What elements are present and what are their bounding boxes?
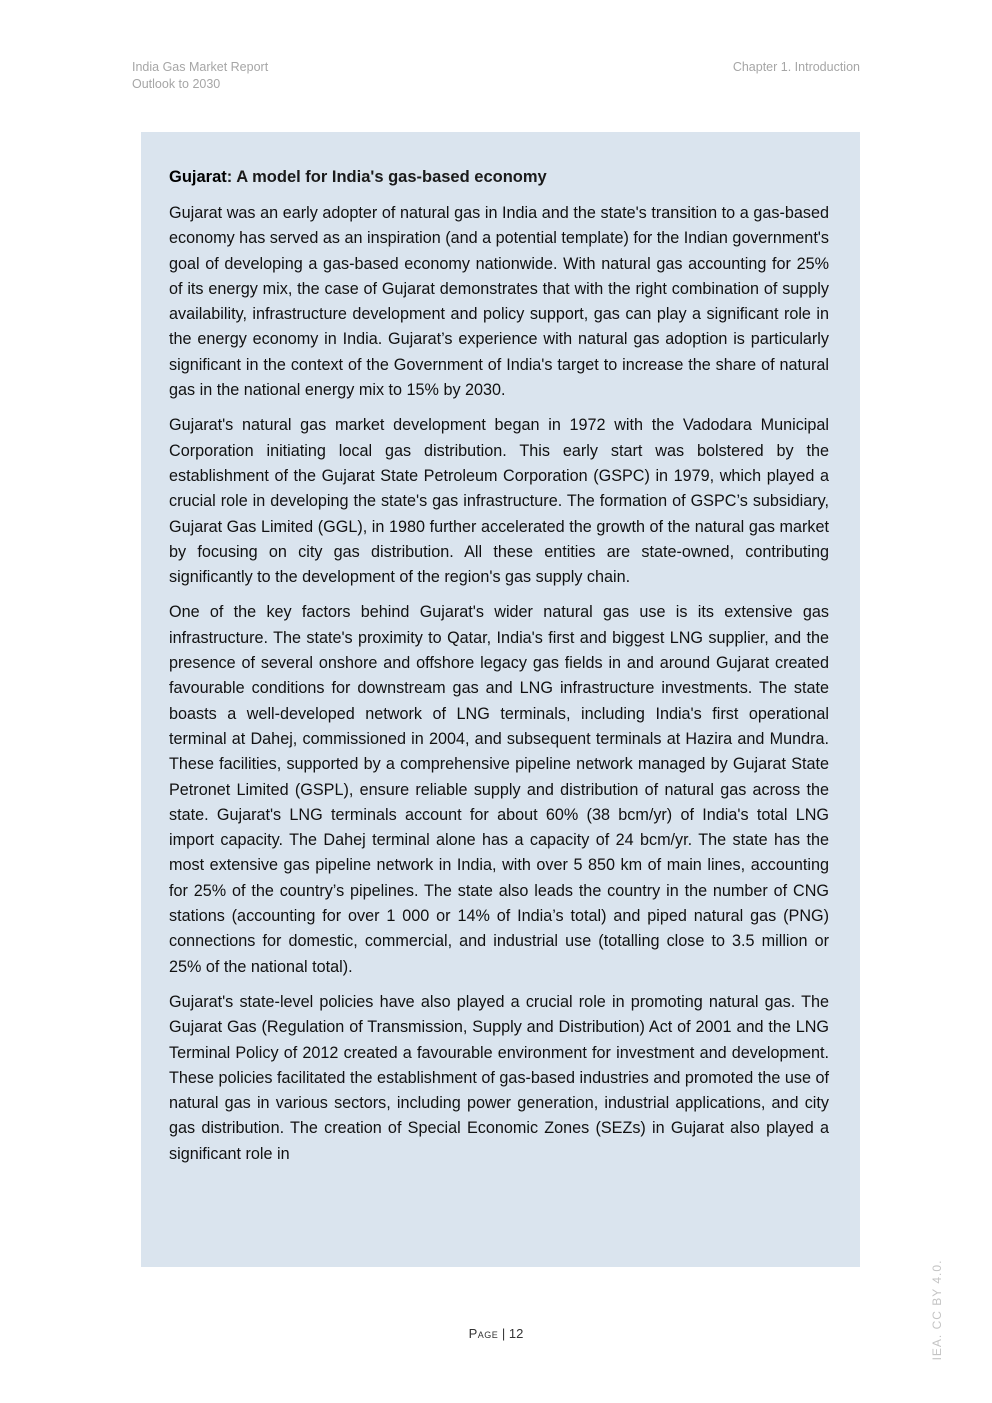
report-header (132, 59, 268, 93)
box-paragraph: Gujarat was an early adopter of natural gas in India and the state's transition to a gas-based economy has served as an inspiration (and a potential template) for the Indian government's goal of developing a gas-based economy nationwide. With natural gas accounting for 25% of its energy mix, the case of Gujarat demonstrates that with the right combination of supply availability, infrastructure development and policy support, gas can play a significant role in the energy economy in India. Gujarat’s experience with natural gas adoption is particularly significant in the context of the Government of India's target to increase the share of natural gas in the national energy mix to 15% by 2030. (169, 204, 829, 400)
page-number-value: 12 (508, 1326, 524, 1341)
box-title-rest: : A model for India's gas-based economy (226, 168, 547, 186)
box-title-lead: Gujarat (169, 168, 227, 186)
box-paragraph: One of the key factors behind Gujarat's wider natural gas use is its extensive gas infrastructure. The state's proximity to Qatar, India's first and biggest LNG supplier, and the presence of several onshore and offshore legacy gas fields in and around Gujarat created favourable conditions for downstream gas and LNG infrastructure investments. The state boasts a well-developed network of LNG terminals, including India's first operational terminal at Dahej, commissioned in 2004, and subsequent terminals at Hazira and Mundra. These facilities, supported by a comprehensive pipeline network managed by Gujarat State Petronet Limited (GSPL), ensure reliable supply and distribution of natural gas across the state. Gujarat's LNG terminals account for about 60% (38 bcm/yr) of India's total LNG import capacity. The Dahej terminal alone has a capacity of 24 bcm/yr. The state has the most extensive gas pipeline network in India, with over 5 850 km of main lines, accounting for 25% of the country’s pipelines. The state also leads the country in the number of CNG stations (accounting for over 1 000 or 14% of India’s total) and piped natural gas (PNG) connections for domestic, commercial, and industrial use (totalling close to 3.5 million or 25% of the national total). (169, 603, 829, 976)
gujarat-box (141, 132, 860, 1267)
page-number (0, 1326, 992, 1341)
box-paragraph: Gujarat's natural gas market development began in 1972 with the Vadodara Municipal Corporation initiating local gas distribution. This early start was bolstered by the establishment of the Gujarat State Petroleum Corporation (GSPC) in 1979, which played a crucial role in developing the state's gas infrastructure. The formation of GSPC’s subsidiary, Gujarat Gas Limited (GGL), in 1980 further accelerated the growth of the natural gas market by focusing on city gas distribution. All these entities are state-owned, contributing significantly to the development of the region's gas supply chain. (169, 416, 829, 587)
license-text: IEA. CC BY 4.0. (930, 1259, 944, 1361)
report-subtitle: Outlook to 2030 (132, 77, 221, 91)
report-title: India Gas Market Report (132, 60, 269, 74)
page-label: Page (468, 1326, 499, 1341)
box-paragraph: Gujarat's state-level policies have also played a crucial role in promoting natural gas. The Gujarat Gas (Regulation of Transmission, Supply and Distribution) Act of 2001 and the LNG Terminal Policy of 2012 created a favourable environment for investment and development. These policies facilitated the establishment of gas-based industries and promoted the use of natural gas in various sectors, including power generation, industrial applications, and city gas distribution. The creation of Special Economic Zones (SEZs) in Gujarat also played a significant role in (169, 992, 829, 1163)
box-title (169, 165, 829, 189)
page-separator: | (498, 1326, 509, 1341)
chapter-header: Chapter 1. Introduction (732, 60, 860, 74)
